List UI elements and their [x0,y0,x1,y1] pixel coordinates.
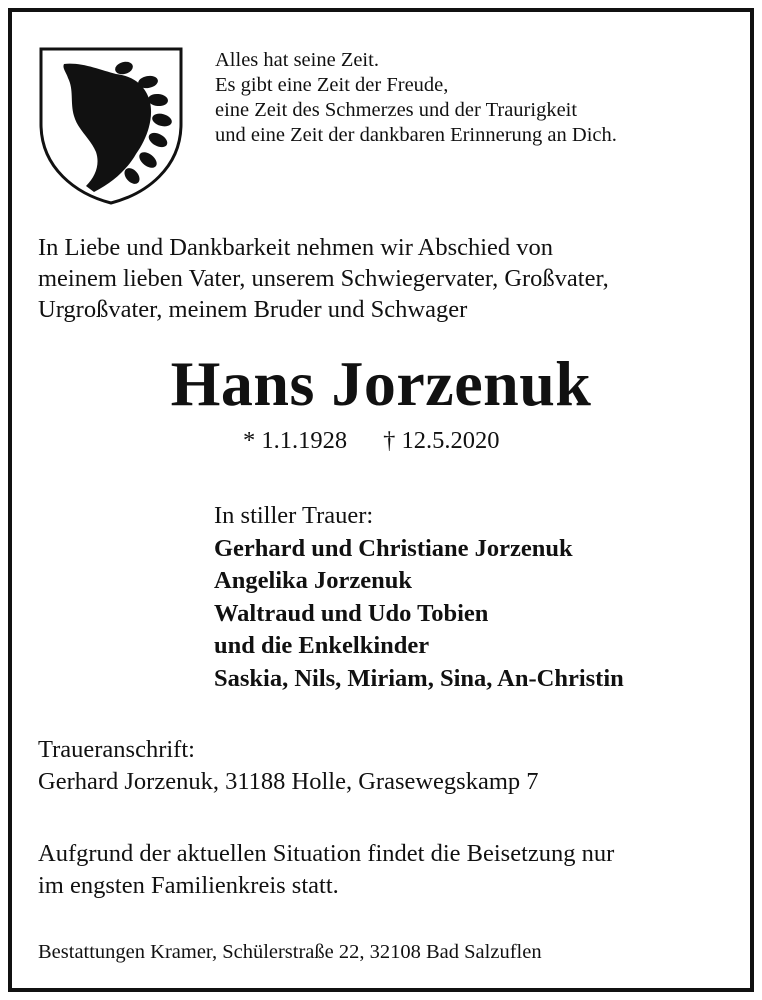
mourner-line: und die Enkelkinder [214,632,430,659]
poem-line: Es gibt eine Zeit der Freude, [215,74,449,96]
life-dates [243,424,500,458]
mourners-list [214,500,624,695]
mourner-line: Gerhard und Christiane Jorzenuk [214,534,573,562]
mourner-line: Saskia, Nils, Miriam, Sina, An-Christin [214,664,624,692]
mourner-line: Waltraud und Udo Tobien [214,599,489,627]
intro-line: Urgroßvater, meinem Bruder und Schwager [38,296,468,323]
address-value: Gerhard Jorzenuk, 31188 Holle, Grasewegskamp 7 [38,768,539,795]
intro-line: In Liebe und Dankbarkeit nehmen wir Abschied von [38,234,554,261]
notice-line: im engsten Familienkreis statt. [38,872,339,899]
mourners-heading: In stiller Trauer: [214,502,374,529]
poem-line: und eine Zeit der dankbaren Erinnerung an Dich. [215,124,617,146]
poem-line: eine Zeit des Schmerzes und der Traurigkeit [215,99,578,121]
notice-line: Aufgrund der aktuellen Situation findet die Beisetzung nur [38,840,615,867]
poem [215,48,617,148]
mourning-address [38,734,539,798]
poem-line: Alles hat seine Zeit. [215,49,379,71]
intro-line: meinem lieben Vater, unserem Schwiegervater, Großvater, [38,265,609,292]
undertaker-line: Bestattungen Kramer, Schülerstraße 22, 32108 Bad Salzuflen [38,941,542,963]
death-date: † 12.5.2020 [383,427,500,454]
burial-notice [38,838,614,902]
birth-date: * 1.1.1928 [243,427,348,454]
address-label: Traueranschrift: [38,736,195,763]
farewell-intro [38,232,609,325]
deceased-name: Hans Jorzenuk [170,348,592,419]
mourner-line: Angelika Jorzenuk [214,567,413,594]
coat-of-arms-icon [38,46,184,206]
